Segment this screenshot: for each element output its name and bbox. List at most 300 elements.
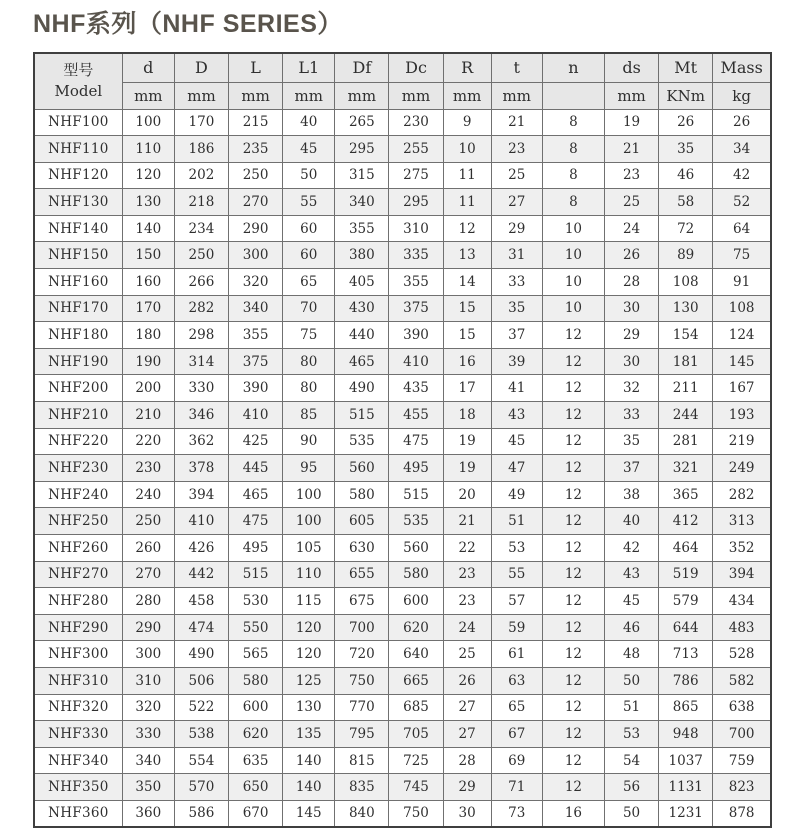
value-cell-Df: 840: [335, 800, 389, 827]
column-unit-ds: mm: [604, 82, 658, 109]
value-cell-L1: 80: [283, 375, 335, 402]
value-cell-Mass: 394: [713, 561, 771, 588]
column-unit-Mt: KNm: [659, 82, 713, 109]
value-cell-t: 55: [491, 561, 542, 588]
value-cell-Dc: 535: [389, 508, 443, 535]
value-cell-Df: 340: [335, 189, 389, 216]
value-cell-Dc: 705: [389, 721, 443, 748]
value-cell-L: 390: [229, 375, 283, 402]
table-row: [34, 322, 771, 349]
value-cell-Df: 750: [335, 667, 389, 694]
value-cell-Mt: 130: [659, 295, 713, 322]
value-cell-L1: 70: [283, 295, 335, 322]
model-cell: NHF100: [34, 109, 122, 136]
model-cell: NHF260: [34, 535, 122, 562]
value-cell-Mass: 313: [713, 508, 771, 535]
value-cell-Mass: 52: [713, 189, 771, 216]
value-cell-Dc: 455: [389, 402, 443, 429]
value-cell-Mass: 352: [713, 535, 771, 562]
value-cell-D: 586: [174, 800, 228, 827]
value-cell-Mass: 528: [713, 641, 771, 668]
value-cell-Df: 295: [335, 136, 389, 163]
value-cell-R: 11: [443, 189, 491, 216]
value-cell-L1: 145: [283, 800, 335, 827]
value-cell-L: 565: [229, 641, 283, 668]
table-row: [34, 588, 771, 615]
value-cell-ds: 32: [604, 375, 658, 402]
value-cell-R: 15: [443, 322, 491, 349]
value-cell-L: 290: [229, 215, 283, 242]
value-cell-Dc: 640: [389, 641, 443, 668]
value-cell-n: 12: [542, 348, 604, 375]
value-cell-R: 27: [443, 721, 491, 748]
value-cell-Dc: 560: [389, 535, 443, 562]
value-cell-L1: 80: [283, 348, 335, 375]
model-header-cn: 型号: [63, 60, 94, 79]
value-cell-d: 150: [122, 242, 174, 269]
value-cell-L1: 140: [283, 774, 335, 801]
value-cell-D: 234: [174, 215, 228, 242]
value-cell-ds: 29: [604, 322, 658, 349]
value-cell-L: 475: [229, 508, 283, 535]
model-header-en: Model: [54, 82, 103, 101]
value-cell-R: 22: [443, 535, 491, 562]
value-cell-L1: 135: [283, 721, 335, 748]
value-cell-Dc: 685: [389, 694, 443, 721]
model-cell: NHF200: [34, 375, 122, 402]
model-cell: NHF340: [34, 747, 122, 774]
header-row-units: [34, 82, 771, 109]
value-cell-Df: 535: [335, 428, 389, 455]
value-cell-Mass: 700: [713, 721, 771, 748]
value-cell-L1: 100: [283, 481, 335, 508]
value-cell-Mt: 72: [659, 215, 713, 242]
value-cell-t: 43: [491, 402, 542, 429]
value-cell-Mt: 26: [659, 109, 713, 136]
value-cell-R: 11: [443, 162, 491, 189]
value-cell-d: 100: [122, 109, 174, 136]
spec-table: [33, 52, 772, 828]
value-cell-D: 538: [174, 721, 228, 748]
value-cell-L: 410: [229, 402, 283, 429]
value-cell-d: 300: [122, 641, 174, 668]
value-cell-Dc: 295: [389, 189, 443, 216]
value-cell-R: 19: [443, 428, 491, 455]
value-cell-n: 12: [542, 667, 604, 694]
value-cell-t: 27: [491, 189, 542, 216]
value-cell-t: 25: [491, 162, 542, 189]
value-cell-Mass: 249: [713, 455, 771, 482]
column-header-n: n: [542, 53, 604, 82]
value-cell-L1: 120: [283, 614, 335, 641]
value-cell-n: 12: [542, 641, 604, 668]
value-cell-Mt: 579: [659, 588, 713, 615]
value-cell-Mt: 1037: [659, 747, 713, 774]
value-cell-D: 474: [174, 614, 228, 641]
model-cell: NHF130: [34, 189, 122, 216]
value-cell-D: 298: [174, 322, 228, 349]
model-cell: NHF270: [34, 561, 122, 588]
value-cell-L1: 45: [283, 136, 335, 163]
value-cell-Dc: 495: [389, 455, 443, 482]
value-cell-Mass: 582: [713, 667, 771, 694]
value-cell-Dc: 355: [389, 269, 443, 296]
table-row: [34, 455, 771, 482]
value-cell-R: 28: [443, 747, 491, 774]
model-cell: NHF250: [34, 508, 122, 535]
value-cell-L: 465: [229, 481, 283, 508]
model-cell: NHF290: [34, 614, 122, 641]
value-cell-R: 14: [443, 269, 491, 296]
value-cell-D: 170: [174, 109, 228, 136]
value-cell-n: 12: [542, 614, 604, 641]
value-cell-L: 300: [229, 242, 283, 269]
value-cell-ds: 30: [604, 295, 658, 322]
value-cell-ds: 46: [604, 614, 658, 641]
table-header: [34, 53, 771, 109]
value-cell-D: 554: [174, 747, 228, 774]
column-unit-L1: mm: [283, 82, 335, 109]
value-cell-Mt: 321: [659, 455, 713, 482]
model-cell: NHF180: [34, 322, 122, 349]
value-cell-Dc: 410: [389, 348, 443, 375]
value-cell-Mass: 108: [713, 295, 771, 322]
value-cell-D: 426: [174, 535, 228, 562]
value-cell-L1: 60: [283, 242, 335, 269]
value-cell-R: 29: [443, 774, 491, 801]
model-cell: NHF170: [34, 295, 122, 322]
value-cell-Df: 700: [335, 614, 389, 641]
value-cell-Mt: 412: [659, 508, 713, 535]
value-cell-Mass: 434: [713, 588, 771, 615]
value-cell-D: 378: [174, 455, 228, 482]
value-cell-D: 442: [174, 561, 228, 588]
value-cell-Df: 560: [335, 455, 389, 482]
column-unit-R: mm: [443, 82, 491, 109]
value-cell-Mt: 35: [659, 136, 713, 163]
value-cell-D: 362: [174, 428, 228, 455]
value-cell-Mass: 91: [713, 269, 771, 296]
value-cell-Dc: 275: [389, 162, 443, 189]
value-cell-n: 12: [542, 694, 604, 721]
value-cell-t: 61: [491, 641, 542, 668]
value-cell-Mass: 75: [713, 242, 771, 269]
column-header-Df: Df: [335, 53, 389, 82]
value-cell-L: 635: [229, 747, 283, 774]
value-cell-n: 16: [542, 800, 604, 827]
table-row: [34, 641, 771, 668]
column-header-Mass: Mass: [713, 53, 771, 82]
value-cell-R: 20: [443, 481, 491, 508]
value-cell-Dc: 375: [389, 295, 443, 322]
value-cell-R: 25: [443, 641, 491, 668]
value-cell-ds: 50: [604, 667, 658, 694]
table-row: [34, 428, 771, 455]
model-cell: NHF330: [34, 721, 122, 748]
value-cell-n: 12: [542, 535, 604, 562]
value-cell-L: 620: [229, 721, 283, 748]
value-cell-t: 51: [491, 508, 542, 535]
value-cell-t: 63: [491, 667, 542, 694]
value-cell-Mt: 46: [659, 162, 713, 189]
value-cell-n: 8: [542, 109, 604, 136]
value-cell-R: 27: [443, 694, 491, 721]
value-cell-D: 490: [174, 641, 228, 668]
value-cell-Mt: 948: [659, 721, 713, 748]
column-header-t: t: [491, 53, 542, 82]
value-cell-Dc: 600: [389, 588, 443, 615]
value-cell-ds: 45: [604, 588, 658, 615]
value-cell-L1: 90: [283, 428, 335, 455]
value-cell-D: 570: [174, 774, 228, 801]
column-header-L1: L1: [283, 53, 335, 82]
value-cell-D: 394: [174, 481, 228, 508]
value-cell-ds: 33: [604, 402, 658, 429]
value-cell-L: 375: [229, 348, 283, 375]
value-cell-d: 170: [122, 295, 174, 322]
value-cell-R: 23: [443, 561, 491, 588]
value-cell-n: 12: [542, 508, 604, 535]
value-cell-L: 320: [229, 269, 283, 296]
table-row: [34, 721, 771, 748]
value-cell-Df: 515: [335, 402, 389, 429]
value-cell-L: 495: [229, 535, 283, 562]
value-cell-d: 350: [122, 774, 174, 801]
column-header-L: L: [229, 53, 283, 82]
value-cell-Df: 605: [335, 508, 389, 535]
value-cell-Df: 795: [335, 721, 389, 748]
value-cell-d: 140: [122, 215, 174, 242]
value-cell-t: 69: [491, 747, 542, 774]
value-cell-R: 10: [443, 136, 491, 163]
value-cell-Df: 630: [335, 535, 389, 562]
value-cell-Mt: 89: [659, 242, 713, 269]
value-cell-t: 65: [491, 694, 542, 721]
value-cell-t: 53: [491, 535, 542, 562]
value-cell-n: 10: [542, 215, 604, 242]
model-cell: NHF360: [34, 800, 122, 827]
value-cell-n: 8: [542, 136, 604, 163]
value-cell-Dc: 390: [389, 322, 443, 349]
value-cell-Dc: 620: [389, 614, 443, 641]
value-cell-Df: 490: [335, 375, 389, 402]
value-cell-Mass: 219: [713, 428, 771, 455]
value-cell-t: 39: [491, 348, 542, 375]
value-cell-d: 310: [122, 667, 174, 694]
value-cell-Mass: 878: [713, 800, 771, 827]
value-cell-n: 12: [542, 588, 604, 615]
table-row: [34, 215, 771, 242]
value-cell-Dc: 745: [389, 774, 443, 801]
column-unit-Dc: mm: [389, 82, 443, 109]
value-cell-Mt: 786: [659, 667, 713, 694]
model-cell: NHF320: [34, 694, 122, 721]
value-cell-Df: 720: [335, 641, 389, 668]
value-cell-L: 235: [229, 136, 283, 163]
value-cell-Mass: 759: [713, 747, 771, 774]
model-cell: NHF220: [34, 428, 122, 455]
value-cell-L: 250: [229, 162, 283, 189]
value-cell-t: 41: [491, 375, 542, 402]
value-cell-d: 260: [122, 535, 174, 562]
value-cell-n: 12: [542, 747, 604, 774]
value-cell-d: 320: [122, 694, 174, 721]
value-cell-R: 17: [443, 375, 491, 402]
value-cell-R: 9: [443, 109, 491, 136]
value-cell-t: 45: [491, 428, 542, 455]
value-cell-Mass: 638: [713, 694, 771, 721]
value-cell-ds: 19: [604, 109, 658, 136]
value-cell-Df: 580: [335, 481, 389, 508]
model-cell: NHF280: [34, 588, 122, 615]
column-header-R: R: [443, 53, 491, 82]
value-cell-D: 186: [174, 136, 228, 163]
value-cell-t: 23: [491, 136, 542, 163]
model-cell: NHF310: [34, 667, 122, 694]
value-cell-t: 33: [491, 269, 542, 296]
value-cell-L1: 40: [283, 109, 335, 136]
value-cell-d: 160: [122, 269, 174, 296]
value-cell-d: 290: [122, 614, 174, 641]
value-cell-Mass: 34: [713, 136, 771, 163]
value-cell-Df: 380: [335, 242, 389, 269]
model-cell: NHF160: [34, 269, 122, 296]
value-cell-L1: 120: [283, 641, 335, 668]
value-cell-t: 67: [491, 721, 542, 748]
value-cell-L1: 55: [283, 189, 335, 216]
value-cell-n: 12: [542, 774, 604, 801]
value-cell-t: 49: [491, 481, 542, 508]
value-cell-L: 650: [229, 774, 283, 801]
value-cell-Dc: 475: [389, 428, 443, 455]
value-cell-D: 506: [174, 667, 228, 694]
value-cell-L1: 65: [283, 269, 335, 296]
table-row: [34, 295, 771, 322]
table-row: [34, 508, 771, 535]
value-cell-L1: 110: [283, 561, 335, 588]
value-cell-d: 110: [122, 136, 174, 163]
value-cell-L: 515: [229, 561, 283, 588]
value-cell-Mt: 865: [659, 694, 713, 721]
value-cell-D: 346: [174, 402, 228, 429]
table-row: [34, 481, 771, 508]
column-header-Mt: Mt: [659, 53, 713, 82]
value-cell-R: 24: [443, 614, 491, 641]
value-cell-d: 250: [122, 508, 174, 535]
value-cell-L1: 85: [283, 402, 335, 429]
value-cell-Mt: 644: [659, 614, 713, 641]
table-row: [34, 561, 771, 588]
column-unit-Mass: kg: [713, 82, 771, 109]
value-cell-D: 410: [174, 508, 228, 535]
value-cell-d: 200: [122, 375, 174, 402]
value-cell-L: 670: [229, 800, 283, 827]
value-cell-L1: 50: [283, 162, 335, 189]
value-cell-n: 12: [542, 402, 604, 429]
value-cell-L1: 140: [283, 747, 335, 774]
value-cell-d: 230: [122, 455, 174, 482]
value-cell-Mass: 282: [713, 481, 771, 508]
value-cell-Mass: 167: [713, 375, 771, 402]
value-cell-n: 10: [542, 269, 604, 296]
value-cell-Mt: 1231: [659, 800, 713, 827]
value-cell-ds: 54: [604, 747, 658, 774]
value-cell-R: 21: [443, 508, 491, 535]
value-cell-R: 12: [443, 215, 491, 242]
value-cell-R: 18: [443, 402, 491, 429]
value-cell-R: 16: [443, 348, 491, 375]
value-cell-ds: 25: [604, 189, 658, 216]
value-cell-ds: 50: [604, 800, 658, 827]
table-row: [34, 242, 771, 269]
value-cell-Mass: 193: [713, 402, 771, 429]
value-cell-d: 330: [122, 721, 174, 748]
table-row: [34, 348, 771, 375]
value-cell-t: 47: [491, 455, 542, 482]
value-cell-Mt: 244: [659, 402, 713, 429]
value-cell-Mt: 58: [659, 189, 713, 216]
value-cell-ds: 42: [604, 535, 658, 562]
value-cell-t: 71: [491, 774, 542, 801]
table-row: [34, 614, 771, 641]
column-header-ds: ds: [604, 53, 658, 82]
value-cell-n: 12: [542, 481, 604, 508]
value-cell-L: 530: [229, 588, 283, 615]
value-cell-d: 220: [122, 428, 174, 455]
model-cell: NHF150: [34, 242, 122, 269]
value-cell-d: 270: [122, 561, 174, 588]
value-cell-L1: 125: [283, 667, 335, 694]
table-row: [34, 189, 771, 216]
value-cell-Df: 430: [335, 295, 389, 322]
value-cell-Mass: 26: [713, 109, 771, 136]
value-cell-t: 59: [491, 614, 542, 641]
value-cell-L1: 105: [283, 535, 335, 562]
value-cell-Mass: 42: [713, 162, 771, 189]
value-cell-R: 19: [443, 455, 491, 482]
value-cell-ds: 40: [604, 508, 658, 535]
column-unit-d: mm: [122, 82, 174, 109]
value-cell-d: 120: [122, 162, 174, 189]
value-cell-D: 202: [174, 162, 228, 189]
table-row: [34, 375, 771, 402]
value-cell-n: 8: [542, 189, 604, 216]
table-row: [34, 667, 771, 694]
value-cell-Dc: 310: [389, 215, 443, 242]
value-cell-Mt: 281: [659, 428, 713, 455]
value-cell-Dc: 580: [389, 561, 443, 588]
model-cell: NHF110: [34, 136, 122, 163]
value-cell-L: 600: [229, 694, 283, 721]
column-unit-L: mm: [229, 82, 283, 109]
value-cell-Mt: 108: [659, 269, 713, 296]
value-cell-Mt: 1131: [659, 774, 713, 801]
table-row: [34, 774, 771, 801]
value-cell-L: 340: [229, 295, 283, 322]
value-cell-t: 57: [491, 588, 542, 615]
value-cell-ds: 28: [604, 269, 658, 296]
table-row: [34, 109, 771, 136]
table-row: [34, 535, 771, 562]
value-cell-Df: 815: [335, 747, 389, 774]
model-cell: NHF350: [34, 774, 122, 801]
value-cell-ds: 53: [604, 721, 658, 748]
value-cell-L1: 130: [283, 694, 335, 721]
value-cell-R: 13: [443, 242, 491, 269]
column-unit-n: [542, 82, 604, 109]
value-cell-Mt: 713: [659, 641, 713, 668]
value-cell-Dc: 665: [389, 667, 443, 694]
